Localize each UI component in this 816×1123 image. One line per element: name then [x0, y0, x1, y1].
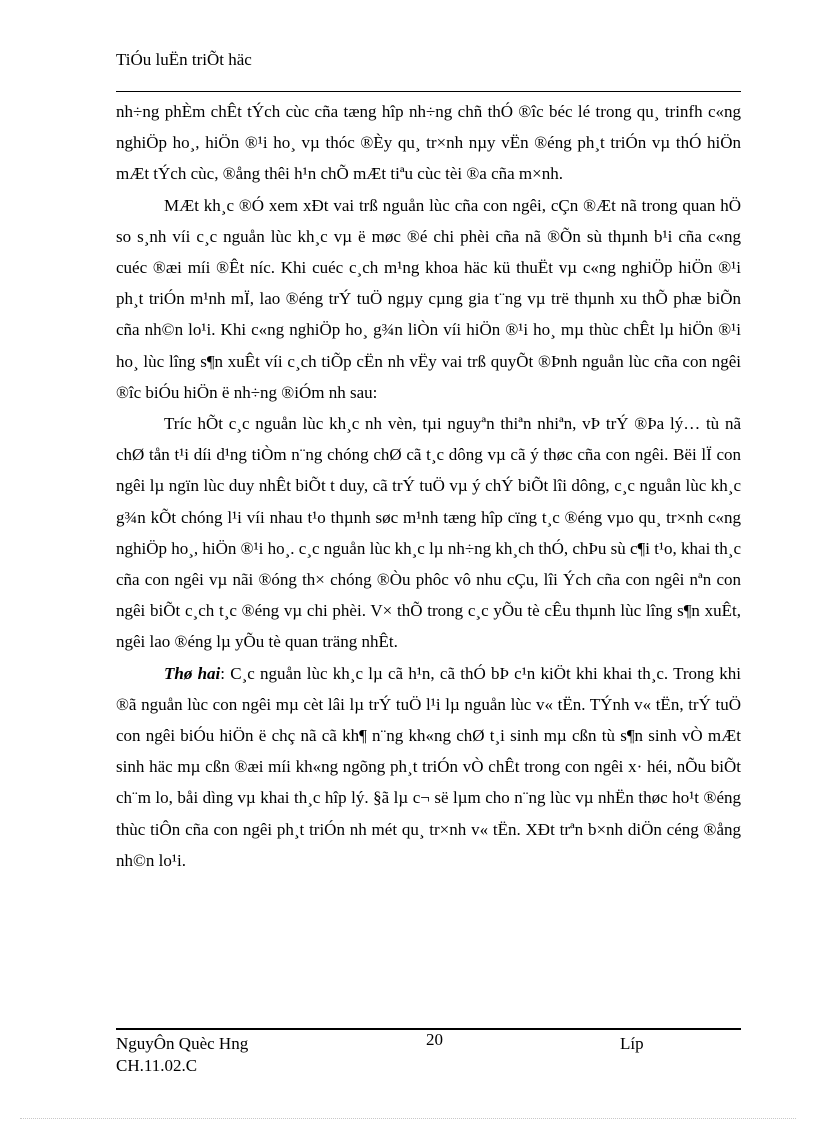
footer-student-code: CH.11.02.C	[116, 1056, 198, 1075]
footer-class-label: Líp	[620, 1034, 644, 1053]
paragraph-second-point	[116, 658, 741, 876]
running-header-title: TiÓu luËn triÕt häc	[116, 50, 252, 69]
second-point-lead: Thø hai	[164, 663, 221, 683]
paragraph-continuation: nh÷ng phÈm chÊt tÝch cùc cña tæng hîp nh÷ng chñ thÓ ®îc béc lé trong qu¸ trinfh c«ng nghiÖp ho¸, hiÖn ®¹i ho¸ vµ thóc ®Èy qu¸ tr×nh nµy vËn ®éng ph¸t triÓn vµ thÓ hiÖn mÆt tÝch cùc, ®ång thêi h¹n chÕ mÆt tiªu cùc tèi ®a cña m×nh.	[116, 102, 741, 184]
page-edge-dotted-line	[20, 1118, 796, 1119]
paragraph-human-resource-role: MÆt kh¸c ®Ó xem xÐt vai trß nguån lùc cña con ngêi, cÇn ®Æt nã trong quan hÖ so s¸nh víi c¸c nguån lùc kh¸c vµ ë møc ®é chi phèi cña nã ®Õn sù thµnh b¹i cña c«ng cuéc ®æi míi ®Êt níc. Khi cuéc c¸ch m¹ng khoa häc kü thuËt vµ c«ng nghiÖp hiÖn ®¹i ph¸t triÓn m¹nh mÏ, lao ®éng trÝ tuÖ ngµy cµng gia t¨ng vµ trë thµnh xu thÕ phæ biÕn cña nh©n lo¹i. Khi c«ng nghiÖp ho¸ g¾n liÒn víi hiÖn ®¹i ho¸ mµ thùc chÊt lµ hiÖn ®¹i ho¸ lùc lîng s¶n xuÊt víi c¸ch tiÕp cËn nh vËy vai trß quyÕt ®Þnh nguån lùc cña con ngêi ®îc biÓu hiÖn ë nh÷ng ®iÓm nh sau:	[116, 195, 741, 402]
body-text	[116, 96, 741, 876]
footer-author: NguyÔn Quèc Hng	[116, 1034, 249, 1053]
paragraph-first-point: Tríc hÕt c¸c nguån lùc kh¸c nh vèn, tµi nguyªn thiªn nhiªn, vÞ trÝ ®Þa lý… tù nã chØ tån t¹i díi d¹ng tiÒm n¨ng chóng chØ cã t¸c dông vµ cã ý thøc cña con ngêi. Bëi lÏ con ngêi lµ ngïn lùc duy nhÊt biÕt t duy, cã trÝ tuÖ vµ ý chÝ biÕt lîi dông, c¸c nguån lùc kh¸c g¾n kÕt chóng l¹i víi nhau t¹o thµnh søc m¹nh tæng hîp cïng t¸c ®éng vµo qu¸ tr×nh c«ng nghiÖp ho¸, hiÖn ®¹i ho¸. c¸c nguån lùc kh¸c lµ nh÷ng kh¸ch thÓ, chÞu sù c¶i t¹o, khai th¸c cña con ngêi vµ nãi ®óng th× chóng ®Òu phôc vô nhu cÇu, lîi Ých cña con ngêi nªn con ngêi biÕt c¸ch t¸c ®éng vµ chi phèi. V× thÕ trong c¸c yÕu tè cÊu thµnh lùc lîng s¶n xuÊt, ngêi lao ®éng lµ yÕu tè quan träng nhÊt.	[116, 414, 741, 652]
second-point-text: : C¸c nguån lùc kh¸c lµ cã h¹n, cã thÓ bÞ c¹n kiÖt khi khai th¸c. Trong khi ®ã nguån lùc con ngêi mµ cèt lâi lµ trÝ tuÖ l¹i lµ nguån lùc v« tËn. TÝnh v« tËn, trÝ tuÖ con ngêi biÓu hiÖn ë chç nã cã kh¶ n¨ng kh«ng chØ t¸i sinh mµ cßn tù s¶n sinh vÒ mÆt sinh häc mµ cßn ®æi míi kh«ng ngõng ph¸t triÓn vÒ chÊt trong con ngêi x· héi, nÕu biÕt ch¨m lo, båi dìng vµ khai th¸c hîp lý. §ã lµ c¬ së lµm cho n¨ng lùc vµ nhËn thøc ho¹t ®éng thùc tiÔn cña con ngêi ph¸t triÓn nh mét qu¸ tr×nh v« tËn. XÐt trªn b×nh diÖn céng ®ång nh©n lo¹i.	[116, 663, 741, 870]
page-number: 20	[426, 1030, 443, 1049]
header-divider	[116, 91, 741, 92]
